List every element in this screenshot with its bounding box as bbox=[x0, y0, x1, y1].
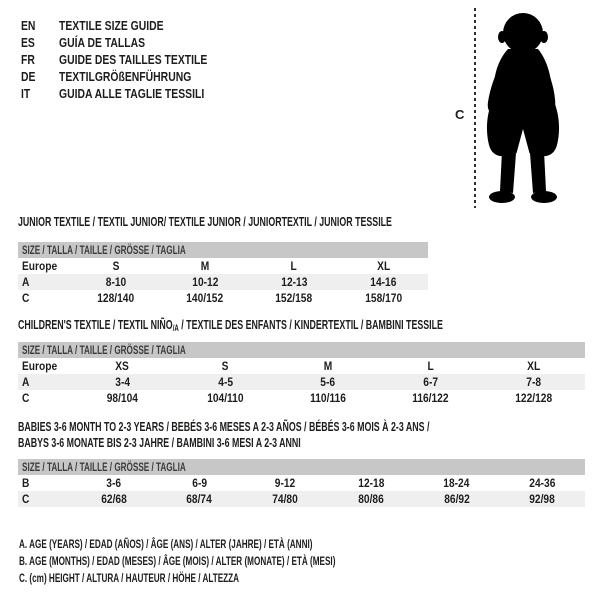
height-cell: 74/80 bbox=[272, 492, 298, 506]
age-cell: 3-4 bbox=[115, 375, 130, 389]
size-header-bar: SIZE / TALLA / TAILLE / GRÖSSE / TAGLIA bbox=[18, 242, 428, 258]
age-cell: 4-5 bbox=[217, 375, 233, 389]
language-row-it bbox=[21, 85, 244, 102]
height-cell: 122/128 bbox=[515, 391, 553, 405]
height-cell: 92/98 bbox=[529, 492, 555, 506]
size-cell: XS bbox=[115, 359, 130, 373]
children-header-row bbox=[18, 358, 585, 374]
height-measure-label: C bbox=[455, 107, 465, 122]
row-label: C bbox=[22, 391, 30, 405]
language-code: FR bbox=[21, 52, 35, 67]
note-age-months: B. AGE (MONTHS) / EDAD (MESES) / ÂGE (MOIS) / ALTER (MONATE) / ETÀ (MESI) bbox=[19, 554, 336, 568]
babies-size-table bbox=[18, 419, 585, 508]
age-cell: 12-13 bbox=[281, 275, 308, 289]
height-dotted-line bbox=[474, 8, 476, 208]
age-cell: 6-7 bbox=[423, 375, 439, 389]
size-cell: L bbox=[291, 259, 298, 273]
height-cell: 62/68 bbox=[101, 492, 127, 506]
row-label: B bbox=[22, 476, 30, 490]
children-size-table bbox=[18, 317, 585, 406]
language-row-en bbox=[21, 17, 244, 34]
children-height-row bbox=[18, 390, 585, 406]
age-cell: 10-12 bbox=[191, 275, 218, 289]
months-cell: 24-36 bbox=[529, 476, 556, 490]
babies-months-row bbox=[18, 475, 585, 491]
months-cell: 3-6 bbox=[106, 476, 122, 490]
height-cell: 80/86 bbox=[358, 492, 384, 506]
guide-title-en: TEXTILE SIZE GUIDE bbox=[59, 18, 164, 33]
children-table-title: CHILDREN'S TEXTILE / TEXTIL NIÑO/A / TEXTILE DES ENFANTS / KINDERTEXTIL / BAMBINI TESSILE bbox=[18, 317, 443, 333]
height-cell: 110/116 bbox=[310, 391, 346, 405]
size-header-bar: SIZE / TALLA / TAILLE / GRÖSSE / TAGLIA bbox=[18, 459, 585, 475]
babies-height-row bbox=[18, 491, 585, 507]
months-cell: 12-18 bbox=[357, 476, 384, 490]
size-cell: XL bbox=[376, 259, 390, 273]
guide-title-fr: GUIDE DES TAILLES TEXTILE bbox=[59, 52, 208, 67]
age-cell: 5-6 bbox=[320, 375, 336, 389]
row-label: A bbox=[22, 375, 30, 389]
height-cell: 104/110 bbox=[207, 391, 244, 405]
language-row-es bbox=[21, 34, 244, 51]
height-cell: 98/104 bbox=[106, 391, 138, 405]
row-label: C bbox=[22, 291, 30, 305]
age-cell: 14-16 bbox=[370, 275, 397, 289]
age-cell: 7-8 bbox=[526, 375, 541, 389]
height-cell: 152/158 bbox=[275, 291, 313, 305]
language-code: IT bbox=[21, 86, 31, 101]
row-label: Europe bbox=[22, 259, 58, 273]
months-cell: 6-9 bbox=[192, 476, 207, 490]
language-row-de bbox=[21, 68, 244, 85]
months-cell: 9-12 bbox=[274, 476, 296, 490]
junior-header-row bbox=[18, 258, 428, 274]
nino-gender-suffix: /A bbox=[172, 323, 179, 333]
junior-size-table bbox=[18, 214, 428, 306]
size-cell: L bbox=[427, 359, 434, 373]
legend-notes bbox=[19, 536, 484, 587]
height-cell: 158/170 bbox=[364, 291, 402, 305]
height-cell: 116/122 bbox=[412, 391, 449, 405]
language-code: EN bbox=[21, 18, 36, 33]
size-cell: S bbox=[112, 259, 120, 273]
language-title-block bbox=[21, 17, 244, 102]
height-cell: 140/152 bbox=[186, 291, 224, 305]
junior-table-title: JUNIOR TEXTILE / TEXTIL JUNIOR/ TEXTILE JUNIOR / JUNIORTEXTIL / JUNIOR TESSILE bbox=[18, 214, 392, 229]
guide-title-de: TEXTILGRÖßENFÜHRUNG bbox=[59, 69, 192, 84]
height-cell: 128/140 bbox=[97, 291, 135, 305]
junior-age-row bbox=[18, 274, 428, 290]
note-height-cm: C. (cm) HEIGHT / ALTURA / HAUTEUR / HÖHE / ALTEZZA bbox=[19, 571, 240, 585]
height-cell: 86/92 bbox=[443, 492, 470, 506]
size-cell: M bbox=[200, 259, 210, 273]
size-cell: XL bbox=[527, 359, 541, 373]
guide-title-it: GUIDA ALLE TAGLIE TESSILI bbox=[59, 86, 205, 101]
size-header-bar: SIZE / TALLA / TAILLE / GRÖSSE / TAGLIA bbox=[18, 342, 585, 358]
language-code: DE bbox=[21, 69, 36, 84]
note-age-years: A. AGE (YEARS) / EDAD (AÑOS) / ÂGE (ANS) / ALTER (JAHRE) / ETÀ (ANNI) bbox=[19, 537, 313, 551]
size-cell: M bbox=[323, 359, 333, 373]
size-cell: S bbox=[221, 359, 229, 373]
language-code: ES bbox=[21, 35, 35, 50]
age-cell: 8-10 bbox=[105, 275, 126, 289]
row-label: Europe bbox=[22, 359, 58, 373]
babies-table-title-line1: BABIES 3-6 MONTH TO 2-3 YEARS / BEBÉS 3-6 MESES A 2-3 AÑOS / BÉBÉS 3-6 MOIS À 2-3 ANS / bbox=[18, 419, 430, 434]
baby-silhouette-icon bbox=[479, 9, 574, 209]
junior-height-row bbox=[18, 290, 428, 306]
babies-table-title-line2: BABYS 3-6 MONATE BIS 2-3 JAHRE / BAMBINI 3-6 MESI A 2-3 ANNI bbox=[18, 435, 301, 450]
row-label: C bbox=[22, 492, 30, 506]
height-cell: 68/74 bbox=[186, 492, 213, 506]
months-cell: 18-24 bbox=[443, 476, 470, 490]
guide-title-es: GUÍA DE TALLAS bbox=[59, 35, 146, 50]
language-row-fr bbox=[21, 51, 244, 68]
children-age-row bbox=[18, 374, 585, 390]
row-label: A bbox=[22, 275, 30, 289]
